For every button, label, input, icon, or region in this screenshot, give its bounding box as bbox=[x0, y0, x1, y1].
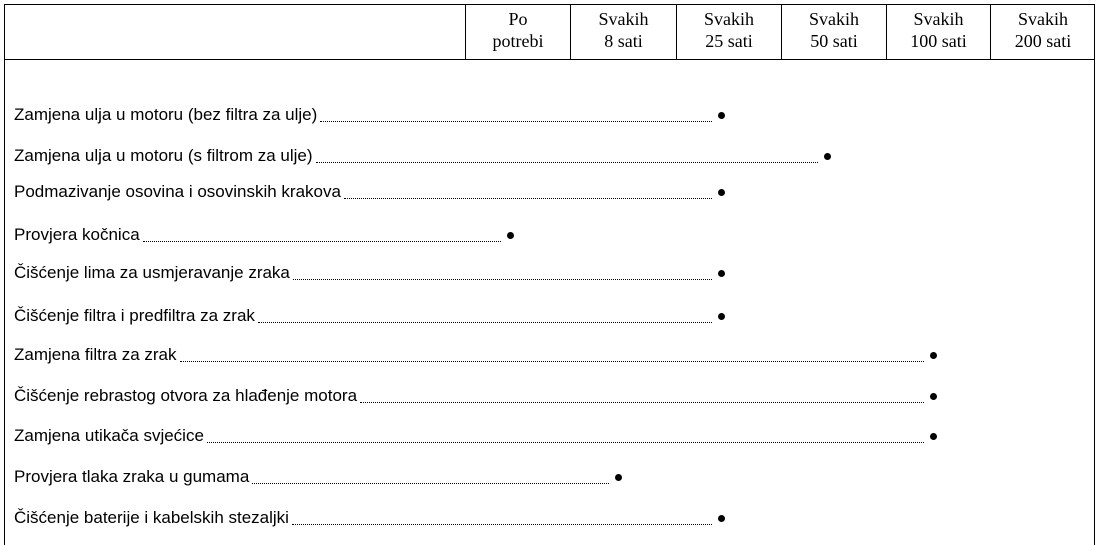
interval-bullet-icon bbox=[930, 433, 937, 440]
interval-bullet-icon bbox=[615, 474, 622, 481]
task-label: Zamjena utikača svjećice bbox=[14, 426, 204, 445]
leader-dots bbox=[360, 402, 924, 403]
table-header bbox=[4, 4, 1095, 60]
interval-bullet-icon bbox=[718, 313, 725, 320]
leader-dots bbox=[143, 241, 501, 242]
task-label: Provjera tlaka zraka u gumama bbox=[14, 467, 250, 486]
interval-bullet-icon bbox=[507, 232, 514, 239]
header-col-200-sati: Svakih 200 sati bbox=[990, 5, 1095, 59]
header-col-8-sati: Svakih 8 sati bbox=[570, 5, 676, 59]
task-row-oil-change-with-filter bbox=[14, 141, 831, 171]
interval-bullet-icon bbox=[930, 393, 937, 400]
task-label: Zamjena ulja u motoru (bez filtra za ulje) bbox=[14, 105, 318, 124]
task-label: Zamjena ulja u motoru (s filtrom za ulje) bbox=[14, 146, 313, 165]
task-row-battery-cleaning bbox=[14, 503, 725, 533]
leader-dots bbox=[292, 524, 712, 525]
header-col-po-potrebi: Po potrebi bbox=[465, 5, 570, 59]
leader-dots bbox=[344, 198, 712, 199]
leader-dots bbox=[316, 162, 818, 163]
task-row-cooling-fins-cleaning bbox=[14, 381, 937, 411]
task-label: Čišćenje filtra i predfiltra za zrak bbox=[14, 306, 255, 325]
task-label: Zamjena filtra za zrak bbox=[14, 345, 177, 364]
leader-dots bbox=[252, 483, 609, 484]
interval-bullet-icon bbox=[718, 189, 725, 196]
interval-bullet-icon bbox=[718, 112, 725, 119]
interval-bullet-icon bbox=[824, 153, 831, 160]
task-row-brake-check bbox=[14, 220, 514, 250]
task-row-tire-pressure-check bbox=[14, 462, 622, 492]
task-label: Čišćenje lima za usmjeravanje zraka bbox=[14, 263, 290, 282]
leader-dots bbox=[293, 279, 712, 280]
interval-bullet-icon bbox=[718, 515, 725, 522]
task-row-air-filter-replacement bbox=[14, 340, 937, 370]
header-col-50-sati: Svakih 50 sati bbox=[781, 5, 886, 59]
leader-dots bbox=[207, 442, 924, 443]
task-label: Čišćenje rebrastog otvora za hlađenje motora bbox=[14, 386, 358, 405]
task-row-air-guide-cleaning bbox=[14, 258, 725, 288]
task-row-spark-plug-replacement bbox=[14, 421, 937, 451]
task-label: Čišćenje baterije i kabelskih stezaljki bbox=[14, 508, 289, 527]
task-row-axle-lubrication bbox=[14, 177, 725, 207]
interval-bullet-icon bbox=[718, 270, 725, 277]
task-row-oil-change-no-filter bbox=[14, 100, 725, 130]
header-col-25-sati: Svakih 25 sati bbox=[676, 5, 781, 59]
leader-dots bbox=[320, 121, 712, 122]
task-label: Podmazivanje osovina i osovinskih krakova bbox=[14, 182, 341, 201]
interval-bullet-icon bbox=[930, 352, 937, 359]
header-col-100-sati: Svakih 100 sati bbox=[886, 5, 990, 59]
task-row-air-filter-cleaning bbox=[14, 301, 725, 331]
leader-dots bbox=[258, 322, 712, 323]
leader-dots bbox=[180, 361, 925, 362]
task-label: Provjera kočnica bbox=[14, 225, 140, 244]
